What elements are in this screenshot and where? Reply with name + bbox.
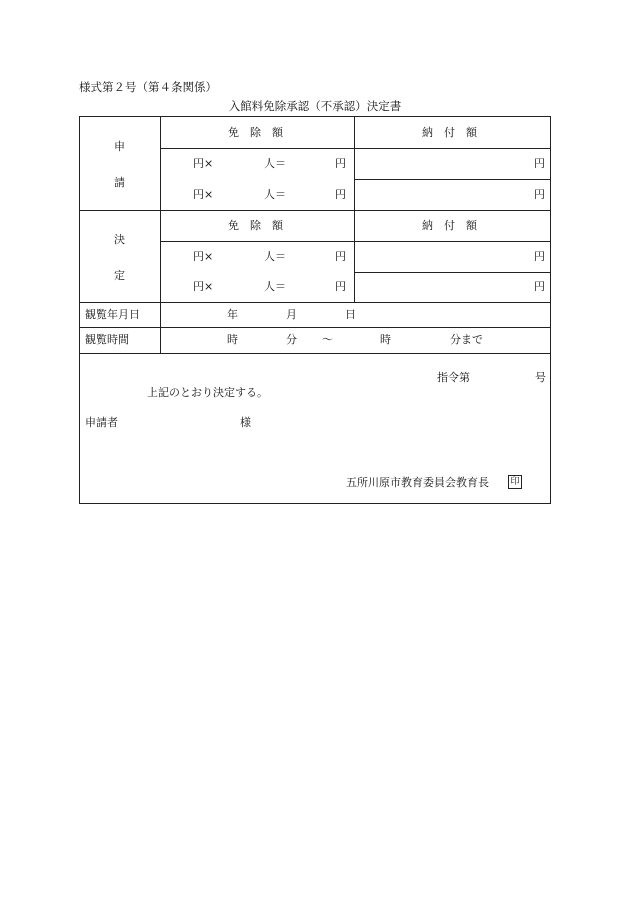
end-hour-unit: 時 [380, 333, 391, 346]
unit-yen: 円 [335, 250, 346, 263]
unit-yen-times: 円× [193, 280, 214, 293]
honorific: 様 [240, 416, 251, 429]
end-minute-unit: 分まで [450, 333, 483, 346]
unit-yen: 円 [335, 280, 346, 293]
unit-people-equals: 人＝ [264, 280, 286, 293]
start-minute-unit: 分 [286, 333, 297, 346]
rule [80, 327, 551, 328]
payment-header: 納付額 [422, 126, 488, 139]
form-number: 様式第２号（第４条関係） [79, 80, 217, 94]
issuer-name: 五所川原市教育委員会教育長 [346, 476, 489, 489]
visit-time-label: 観覧時間 [85, 333, 129, 346]
application-label-bottom: 請 [114, 176, 125, 189]
unit-yen-times: 円× [193, 157, 214, 170]
unit-yen: 円 [534, 280, 545, 293]
exemption-header: 免除額 [228, 219, 294, 232]
rule [160, 148, 551, 149]
range-tilde: ～ [322, 333, 333, 346]
unit-yen: 円 [335, 157, 346, 170]
application-label-top: 申 [114, 140, 125, 153]
rule [160, 117, 161, 353]
rule [80, 302, 551, 303]
unit-yen: 円 [534, 157, 545, 170]
decision-label-top: 決 [114, 233, 125, 246]
unit-yen-times: 円× [193, 188, 214, 201]
rule [354, 179, 551, 180]
rule [354, 272, 551, 273]
decision-statement: 上記のとおり決定する。 [147, 386, 268, 399]
applicant-label: 申請者 [85, 416, 118, 429]
rule [354, 117, 355, 302]
exemption-header: 免除額 [228, 126, 294, 139]
document-title: 入館料免除承認（不承認）決定書 [228, 99, 402, 113]
unit-yen: 円 [335, 188, 346, 201]
unit-yen: 円 [534, 250, 545, 263]
unit-people-equals: 人＝ [264, 188, 286, 201]
unit-people-equals: 人＝ [264, 157, 286, 170]
unit-yen: 円 [534, 188, 545, 201]
year-unit: 年 [227, 308, 238, 321]
rule [80, 353, 551, 354]
directive-suffix: 号 [535, 371, 546, 384]
rule [160, 241, 551, 242]
unit-people-equals: 人＝ [264, 250, 286, 263]
rule [80, 210, 551, 211]
decision-label-bottom: 定 [114, 269, 125, 282]
decision-form-table [79, 116, 551, 504]
directive-prefix: 指令第 [437, 371, 470, 384]
payment-header: 納付額 [422, 219, 488, 232]
day-unit: 日 [345, 308, 356, 321]
unit-yen-times: 円× [193, 250, 214, 263]
seal-mark: 印 [508, 475, 522, 489]
month-unit: 月 [286, 308, 297, 321]
visit-date-label: 観覧年月日 [85, 308, 140, 321]
start-hour-unit: 時 [227, 333, 238, 346]
